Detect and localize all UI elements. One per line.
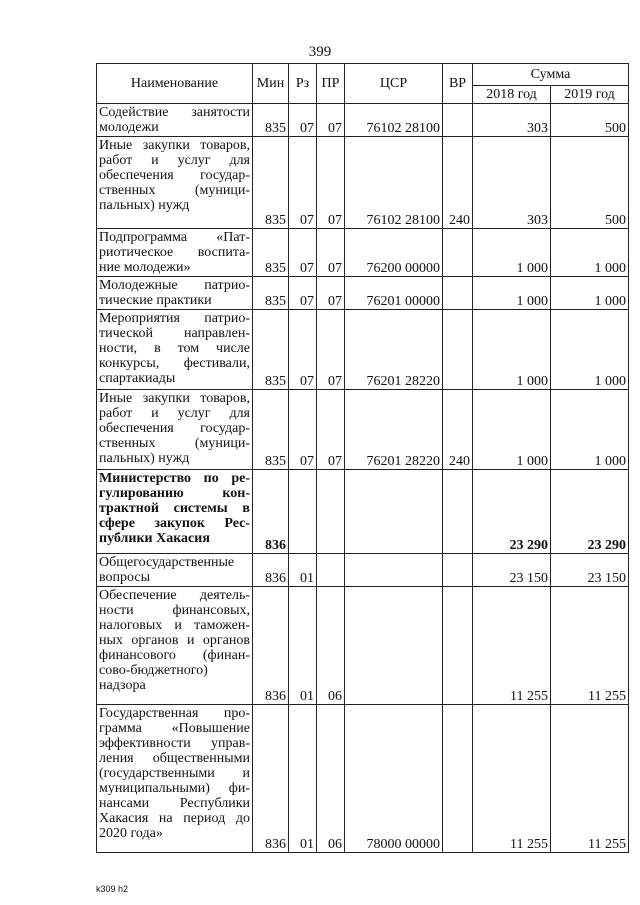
- header-2019: 2019 год: [551, 86, 629, 104]
- row-pr: 07: [317, 229, 345, 277]
- row-min: 835: [253, 277, 289, 310]
- row-csr: 76200 00000: [345, 229, 443, 277]
- row-2019: 1 000: [551, 229, 629, 277]
- row-name: Общегосударственные вопросы: [97, 554, 253, 587]
- header-2018: 2018 год: [473, 86, 551, 104]
- row-rz: [289, 470, 317, 554]
- row-csr: 78000 00000: [345, 705, 443, 853]
- row-2018: 1 000: [473, 310, 551, 390]
- row-vr: [443, 104, 473, 137]
- footer-code: k309 h2: [96, 884, 129, 894]
- row-2019: 1 000: [551, 277, 629, 310]
- row-pr: 07: [317, 310, 345, 390]
- header-pr: ПР: [317, 64, 345, 104]
- row-pr: 07: [317, 277, 345, 310]
- header-min: Мин: [253, 64, 289, 104]
- row-vr: 240: [443, 390, 473, 470]
- row-2018: 11 255: [473, 587, 551, 705]
- row-name: Иные закупки товаров, работ и услуг для обеспечения государ-ственных (муници-пальных) нужд: [97, 390, 253, 470]
- header-sum: Сумма: [473, 64, 629, 86]
- row-vr: [443, 470, 473, 554]
- row-min: 835: [253, 310, 289, 390]
- row-2018: 23 290: [473, 470, 551, 554]
- row-2018: 1 000: [473, 229, 551, 277]
- row-csr: [345, 554, 443, 587]
- row-rz: 07: [289, 229, 317, 277]
- row-name: Иные закупки товаров, работ и услуг для обеспечения государ-ственных (муници-пальных) нужд: [97, 137, 253, 229]
- row-rz: 07: [289, 310, 317, 390]
- row-2018: 23 150: [473, 554, 551, 587]
- table-row: [97, 390, 629, 470]
- row-2018: 11 255: [473, 705, 551, 853]
- row-rz: 07: [289, 390, 317, 470]
- row-vr: [443, 587, 473, 705]
- row-rz: 07: [289, 137, 317, 229]
- row-name: Государственная про-грамма «Повышение эффективности управ-ления общественными (государственными и муниципальными) фи-нансами Республики Хакасия на период до 2020 года»: [97, 705, 253, 853]
- row-2019: 1 000: [551, 310, 629, 390]
- row-2019: 11 255: [551, 705, 629, 853]
- row-csr: [345, 587, 443, 705]
- table-row: [97, 277, 629, 310]
- row-pr: 07: [317, 390, 345, 470]
- row-min: 836: [253, 587, 289, 705]
- table-row: [97, 470, 629, 554]
- row-vr: 240: [443, 137, 473, 229]
- row-pr: 07: [317, 137, 345, 229]
- header-vr: ВР: [443, 64, 473, 104]
- table-row: [97, 104, 629, 137]
- row-2019: 500: [551, 104, 629, 137]
- row-name: Молодежные патрио-тические практики: [97, 277, 253, 310]
- row-2018: 303: [473, 104, 551, 137]
- table-row: [97, 229, 629, 277]
- page-number: 399: [308, 44, 332, 60]
- row-csr: [345, 470, 443, 554]
- table-row: [97, 310, 629, 390]
- row-2019: 500: [551, 137, 629, 229]
- header-name: Наименование: [97, 64, 253, 104]
- row-vr: [443, 229, 473, 277]
- row-csr: 76102 28100: [345, 137, 443, 229]
- header-csr: ЦСР: [345, 64, 443, 104]
- row-2019: 1 000: [551, 390, 629, 470]
- table-row: [97, 587, 629, 705]
- row-min: 836: [253, 705, 289, 853]
- row-min: 835: [253, 104, 289, 137]
- row-vr: [443, 277, 473, 310]
- budget-table: [96, 63, 629, 853]
- row-name: Мероприятия патрио-тической направлен-ности, в том числе конкурсы, фестивали, спартакиады: [97, 310, 253, 390]
- header-rz: Рз: [289, 64, 317, 104]
- row-pr: 07: [317, 104, 345, 137]
- row-2018: 303: [473, 137, 551, 229]
- row-min: 836: [253, 470, 289, 554]
- row-min: 836: [253, 554, 289, 587]
- row-min: 835: [253, 137, 289, 229]
- row-rz: 01: [289, 705, 317, 853]
- row-pr: [317, 470, 345, 554]
- row-csr: 76102 28100: [345, 104, 443, 137]
- row-pr: [317, 554, 345, 587]
- row-name: Министерство по ре-гулированию кон-трактной системы в сфере закупок Рес-публики Хакасия: [97, 470, 253, 554]
- row-2019: 23 290: [551, 470, 629, 554]
- row-min: 835: [253, 390, 289, 470]
- row-name: Содействие занятости молодежи: [97, 104, 253, 137]
- table-row: [97, 554, 629, 587]
- row-min: 835: [253, 229, 289, 277]
- table-row: [97, 137, 629, 229]
- row-name: Подпрограмма «Пат-риотическое воспита-ние молодежи»: [97, 229, 253, 277]
- row-2019: 11 255: [551, 587, 629, 705]
- row-csr: 76201 00000: [345, 277, 443, 310]
- row-rz: 07: [289, 104, 317, 137]
- row-name: Обеспечение деятель-ности финансовых, налоговых и таможен-ных органов и органов финансового (финан-сово-бюджетного) надзора: [97, 587, 253, 705]
- row-2018: 1 000: [473, 277, 551, 310]
- table-row: [97, 705, 629, 853]
- row-rz: 07: [289, 277, 317, 310]
- row-vr: [443, 705, 473, 853]
- row-vr: [443, 310, 473, 390]
- row-rz: 01: [289, 554, 317, 587]
- row-rz: 01: [289, 587, 317, 705]
- row-2019: 23 150: [551, 554, 629, 587]
- row-2018: 1 000: [473, 390, 551, 470]
- row-csr: 76201 28220: [345, 310, 443, 390]
- row-pr: 06: [317, 705, 345, 853]
- row-csr: 76201 28220: [345, 390, 443, 470]
- row-vr: [443, 554, 473, 587]
- row-pr: 06: [317, 587, 345, 705]
